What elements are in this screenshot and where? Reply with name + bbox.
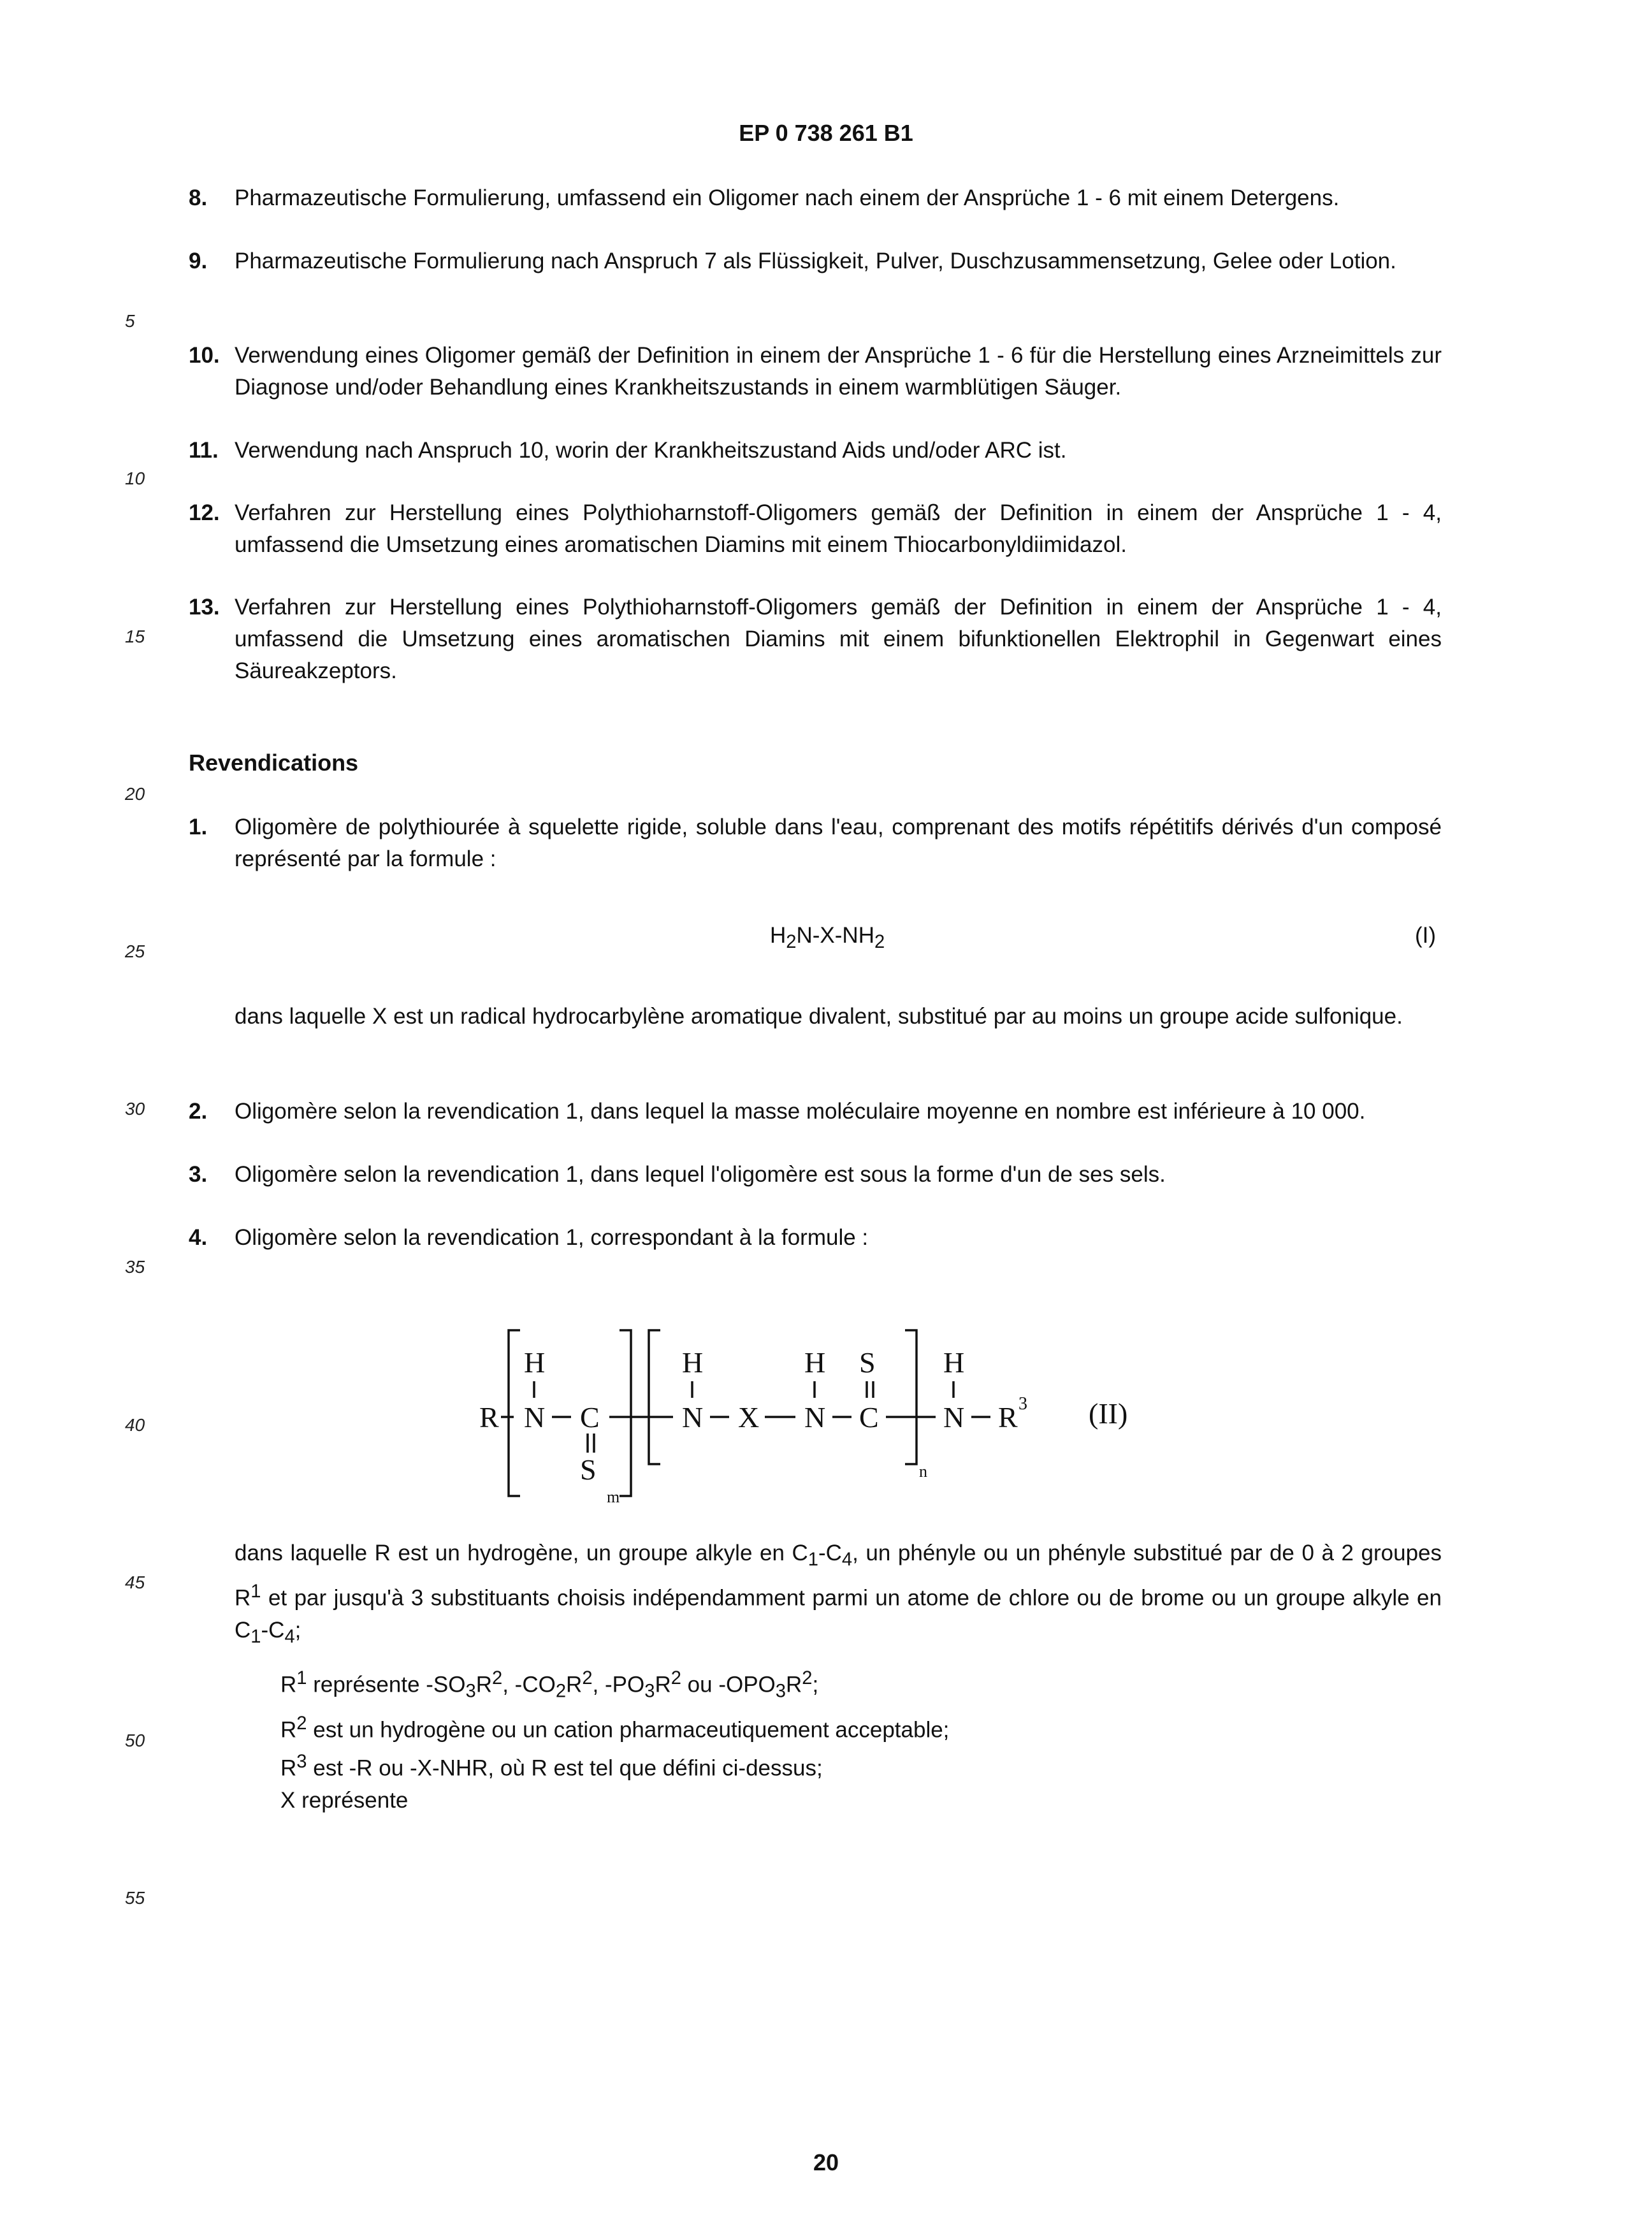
atom-R3: R xyxy=(998,1401,1018,1434)
claim-number: 1. xyxy=(189,815,208,839)
claim-fr-4 xyxy=(189,1222,1442,1254)
line-number-5: 5 xyxy=(125,311,135,331)
claim-de-10 xyxy=(189,340,1442,403)
claim-text: Oligomère selon la revendication 1, dans lequel la masse moléculaire moyenne en nombre est inférieure à 10 000. xyxy=(235,1099,1366,1124)
atom-H: H xyxy=(682,1346,704,1379)
formula-II-label: (II) xyxy=(1089,1397,1128,1430)
claim-de-8 xyxy=(189,182,1442,214)
claim-number: 4. xyxy=(189,1225,208,1250)
definition-r1: $R^1$ représente $-SO_3R^2$, $-CO_2R^2$, $-PO_3R^2$ ou $-OPO_3R^2$; xyxy=(280,1668,819,1702)
line-number-45: 45 xyxy=(125,1572,145,1592)
line-number-30: 30 xyxy=(125,1099,145,1119)
atom-X: X xyxy=(738,1401,760,1434)
definition-r2: $R^2$ est un hydrogène ou un cation pharmaceutiquement acceptable; xyxy=(280,1713,950,1743)
atom-C: C xyxy=(580,1401,600,1434)
formula-I: $H_2N-X-NH_2$ xyxy=(770,923,885,952)
claim-number: 2. xyxy=(189,1099,208,1124)
definition-r3: $R^3$ est -R ou -X-NHR, où R est tel que défini ci-dessus; xyxy=(280,1752,823,1781)
claim-text: Oligomère selon la revendication 1, dans lequel l'oligomère est sous la forme d'un de ses sels. xyxy=(235,1162,1166,1187)
claim-text: Oligomère selon la revendication 1, correspondant à la formule : xyxy=(235,1225,869,1250)
section-heading-revendications: Revendications xyxy=(189,750,359,776)
line-number-35: 35 xyxy=(125,1257,145,1277)
atom-H: H xyxy=(943,1346,965,1379)
definition-x: X représente xyxy=(280,1787,409,1813)
atom-R: R xyxy=(479,1401,499,1434)
claim-number: 3. xyxy=(189,1162,208,1187)
atom-N: N xyxy=(524,1401,546,1434)
claim-de-11 xyxy=(189,435,1442,467)
substituent-definitions xyxy=(280,1662,949,1817)
claim-fr-2 xyxy=(189,1096,1442,1128)
page-number: 20 xyxy=(813,2149,839,2175)
claim-text: Verwendung eines Oligomer gemäß der Definition in einem der Ansprüche 1 - 6 für die Herstellung eines Arzneimittels zur Diagnose und/oder Behandlung eines Krankheitszustands in einem warmblütigen Säuger. xyxy=(235,343,1442,400)
claim-de-12 xyxy=(189,497,1442,561)
atom-N: N xyxy=(943,1401,965,1434)
line-number-15: 15 xyxy=(125,627,145,646)
claim-number: 13. xyxy=(189,595,220,620)
bracket-n-right xyxy=(905,1330,917,1464)
bracket-m-left xyxy=(509,1330,520,1496)
superscript-3: 3 xyxy=(1018,1394,1027,1414)
claim-fr-3 xyxy=(189,1159,1442,1191)
line-number-55: 55 xyxy=(125,1888,145,1908)
bracket-m-right xyxy=(620,1330,631,1496)
atom-H: H xyxy=(804,1346,826,1379)
line-number-10: 10 xyxy=(125,468,145,488)
claim-de-9 xyxy=(189,245,1442,277)
subscript-m: m xyxy=(607,1488,620,1506)
claim-de-13 xyxy=(189,592,1442,687)
subscript-n: n xyxy=(919,1462,927,1481)
claim-number: 12. xyxy=(189,500,220,525)
line-number-20: 20 xyxy=(125,784,145,804)
claim-text: Pharmazeutische Formulierung, umfassend ein Oligomer nach einem der Ansprüche 1 - 6 mit einem Detergens. xyxy=(235,185,1340,210)
bracket-n-left xyxy=(649,1330,660,1464)
claim-text: Verfahren zur Herstellung eines Polythioharnstoff-Oligomers gemäß der Definition in einem der Ansprüche 1 - 4, umfassend die Umsetzung eines aromatischen Diamins mit einem Thiocarbonyldiimidazol. xyxy=(235,500,1442,557)
claim-fr-1-continuation: dans laquelle X est un radical hydrocarbylène aromatique divalent, substitué par au moins un groupe acide sulfonique. xyxy=(235,1004,1403,1029)
line-number-40: 40 xyxy=(125,1415,145,1435)
claim-number: 9. xyxy=(189,249,208,273)
claim-fr-1 xyxy=(189,811,1442,875)
claim-number: 11. xyxy=(189,438,219,463)
atom-N: N xyxy=(682,1401,704,1434)
atom-H: H xyxy=(524,1346,546,1379)
line-number-50: 50 xyxy=(125,1731,145,1750)
document-number: EP 0 738 261 B1 xyxy=(739,120,913,146)
line-number-25: 25 xyxy=(125,941,145,961)
atom-S: S xyxy=(580,1453,597,1486)
chemical-structure-II xyxy=(446,1323,1211,1507)
claim-text: Oligomère de polythiourée à squelette rigide, soluble dans l'eau, comprenant des motifs répétitifs dérivés d'un composé représenté par la formule : xyxy=(235,815,1442,871)
claim-text: Verfahren zur Herstellung eines Polythioharnstoff-Oligomers gemäß der Definition in einem der Ansprüche 1 - 4, umfassend die Umsetzung eines aromatischen Diamins mit einem bifunktionellen Elektrophil in Gegenwart eines Säureakzeptors. xyxy=(235,595,1442,683)
claim-number: 8. xyxy=(189,185,208,210)
atom-C: C xyxy=(859,1401,879,1434)
claim-number: 10. xyxy=(189,343,220,368)
atom-N: N xyxy=(804,1401,826,1434)
claim-text: Verwendung nach Anspruch 10, worin der Krankheitszustand Aids und/oder ARC ist. xyxy=(235,438,1067,463)
formula-I-label: (I) xyxy=(1415,923,1437,948)
claim-fr-4-continuation: dans laquelle R est un hydrogène, un groupe alkyle en $C_1-C_4$, un phényle ou un phényle substitué par de 0 à 2 groupes $R^1$ et par jusqu'à 3 substituants choisis indépendamment parmi un atome de chlore ou de brome ou un groupe alkyle en $C_1-C_4$; xyxy=(235,1541,1442,1647)
atom-S: S xyxy=(859,1346,876,1379)
claim-text: Pharmazeutische Formulierung nach Anspruch 7 als Flüssigkeit, Pulver, Duschzusammensetzung, Gelee oder Lotion. xyxy=(235,249,1396,273)
